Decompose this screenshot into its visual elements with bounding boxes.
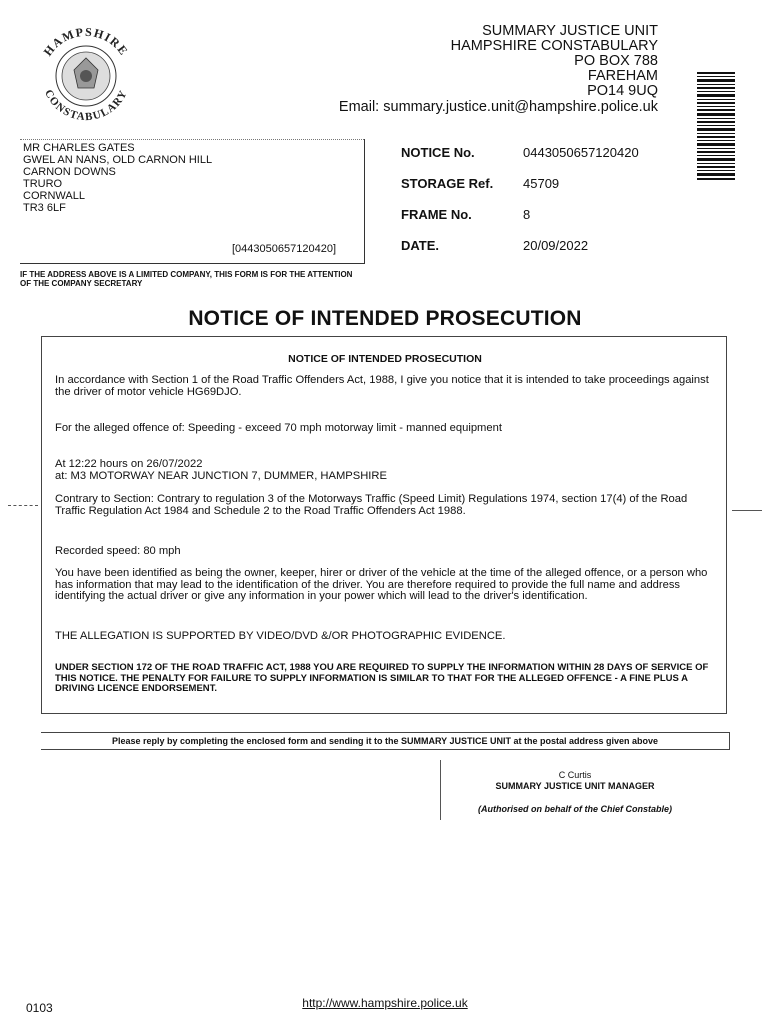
recorded-speed: Recorded speed: 80 mph [55, 545, 181, 557]
notice-subtitle: NOTICE OF INTENDED PROSECUTION [288, 353, 482, 365]
identified-paragraph: You have been identified as being the owner, keeper, hirer or driver of the vehicle at the time of the alleged offence, or a person who has information that may lead to the identification of the driver. You are therefore required to provide the full name and address identifying the actual driver or give any information in your power which will lead to the driver's identification. [55, 567, 708, 602]
barcode-icon [697, 72, 735, 182]
footer-website-link[interactable]: http://www.hampshire.police.uk [302, 996, 468, 1010]
offence-paragraph: For the alleged offence of: Speeding - exceed 70 mph motorway limit - manned equipment [55, 422, 502, 434]
date-value: 20/09/2022 [523, 238, 589, 253]
contrary-paragraph: Contrary to Section: Contrary to regulation 3 of the Motorways Traffic (Speed Limit) Regulations 1974, section 17(4) of the Road Traffic Regulation Act 1984 and Schedule 2 to the Road Traffic Offenders Act 1988. [55, 493, 688, 517]
offence-time: At 12:22 hours on 26/07/2022 [55, 458, 203, 470]
recipient-address [23, 142, 212, 214]
constabulary-seal-icon [30, 18, 142, 130]
address-line: CARNON DOWNS [23, 166, 116, 178]
unit-address-block [451, 24, 658, 99]
unit-line: FAREHAM [587, 68, 658, 84]
recipient-reference: [0443050657120420] [232, 243, 336, 255]
reply-instruction: Please reply by completing the enclosed form and sending it to the SUMMARY JUSTICE UNIT at the postal address given above [111, 736, 659, 746]
storage-ref-value: 45709 [523, 176, 560, 191]
signatory-name: C Curtis [558, 770, 592, 780]
address-line: MR CHARLES GATES [23, 142, 135, 154]
address-line: TR3 6LF [23, 202, 66, 214]
unit-line: HAMPSHIRE CONSTABULARY [450, 38, 658, 54]
frame-number-value: 8 [523, 207, 531, 222]
notice-number-value: 0443050657120420 [523, 145, 639, 160]
email-label: Email: [338, 99, 380, 115]
svg-text:CONSTABULARY: CONSTABULARY [42, 87, 130, 124]
footer-code: 0103 [26, 1001, 53, 1015]
address-line: GWEL AN NANS, OLD CARNON HILL [23, 154, 213, 166]
evidence-statement: THE ALLEGATION IS SUPPORTED BY VIDEO/DVD &/OR PHOTOGRAPHIC EVIDENCE. [55, 630, 506, 642]
offence-location: at: M3 MOTORWAY NEAR JUNCTION 7, DUMMER, HAMPSHIRE [55, 470, 387, 482]
email-address[interactable]: summary.justice.unit@hampshire.police.uk [383, 99, 658, 115]
address-line: TRURO [23, 178, 63, 190]
intro-paragraph: In accordance with Section 1 of the Road Traffic Offenders Act, 1988, I give you notice that it is intended to take proceedings against the driver of motor vehicle HG69DJO. [55, 374, 709, 398]
unit-line: PO14 9UQ [587, 83, 658, 99]
svg-text:HAMPSHIRE: HAMPSHIRE [40, 24, 132, 59]
email-line [339, 99, 658, 115]
date-label: DATE. [401, 238, 440, 253]
authorisation-note: (Authorised on behalf of the Chief Constable) [478, 804, 672, 814]
cut-mark-right [732, 510, 762, 511]
company-note: IF THE ADDRESS ABOVE IS A LIMITED COMPANY, THIS FORM IS FOR THE ATTENTION OF THE COMPANY SECRETARY [20, 270, 353, 288]
frame-number-label: FRAME No. [401, 207, 472, 222]
page-title: NOTICE OF INTENDED PROSECUTION [188, 307, 582, 330]
address-line: CORNWALL [23, 190, 85, 202]
storage-ref-label: STORAGE Ref. [401, 176, 494, 191]
signatory-title: SUMMARY JUSTICE UNIT MANAGER [495, 781, 655, 791]
unit-line: PO BOX 788 [574, 53, 658, 69]
cut-mark-left [8, 505, 38, 506]
notice-number-label: NOTICE No. [401, 145, 475, 160]
section-172-warning: UNDER SECTION 172 OF THE ROAD TRAFFIC ACT, 1988 YOU ARE REQUIRED TO SUPPLY THE INFORMATION WITHIN 28 DAYS OF SERVICE OF THIS NOTICE. THE PENALTY FOR FAILURE TO SUPPLY INFORMATION IS SIMILAR TO THAT FOR THE ALLEGED OFFENCE - A FINE PLUS A DRIVING LICENCE ENDORSEMENT. [55, 662, 709, 694]
unit-line: SUMMARY JUSTICE UNIT [482, 23, 658, 39]
